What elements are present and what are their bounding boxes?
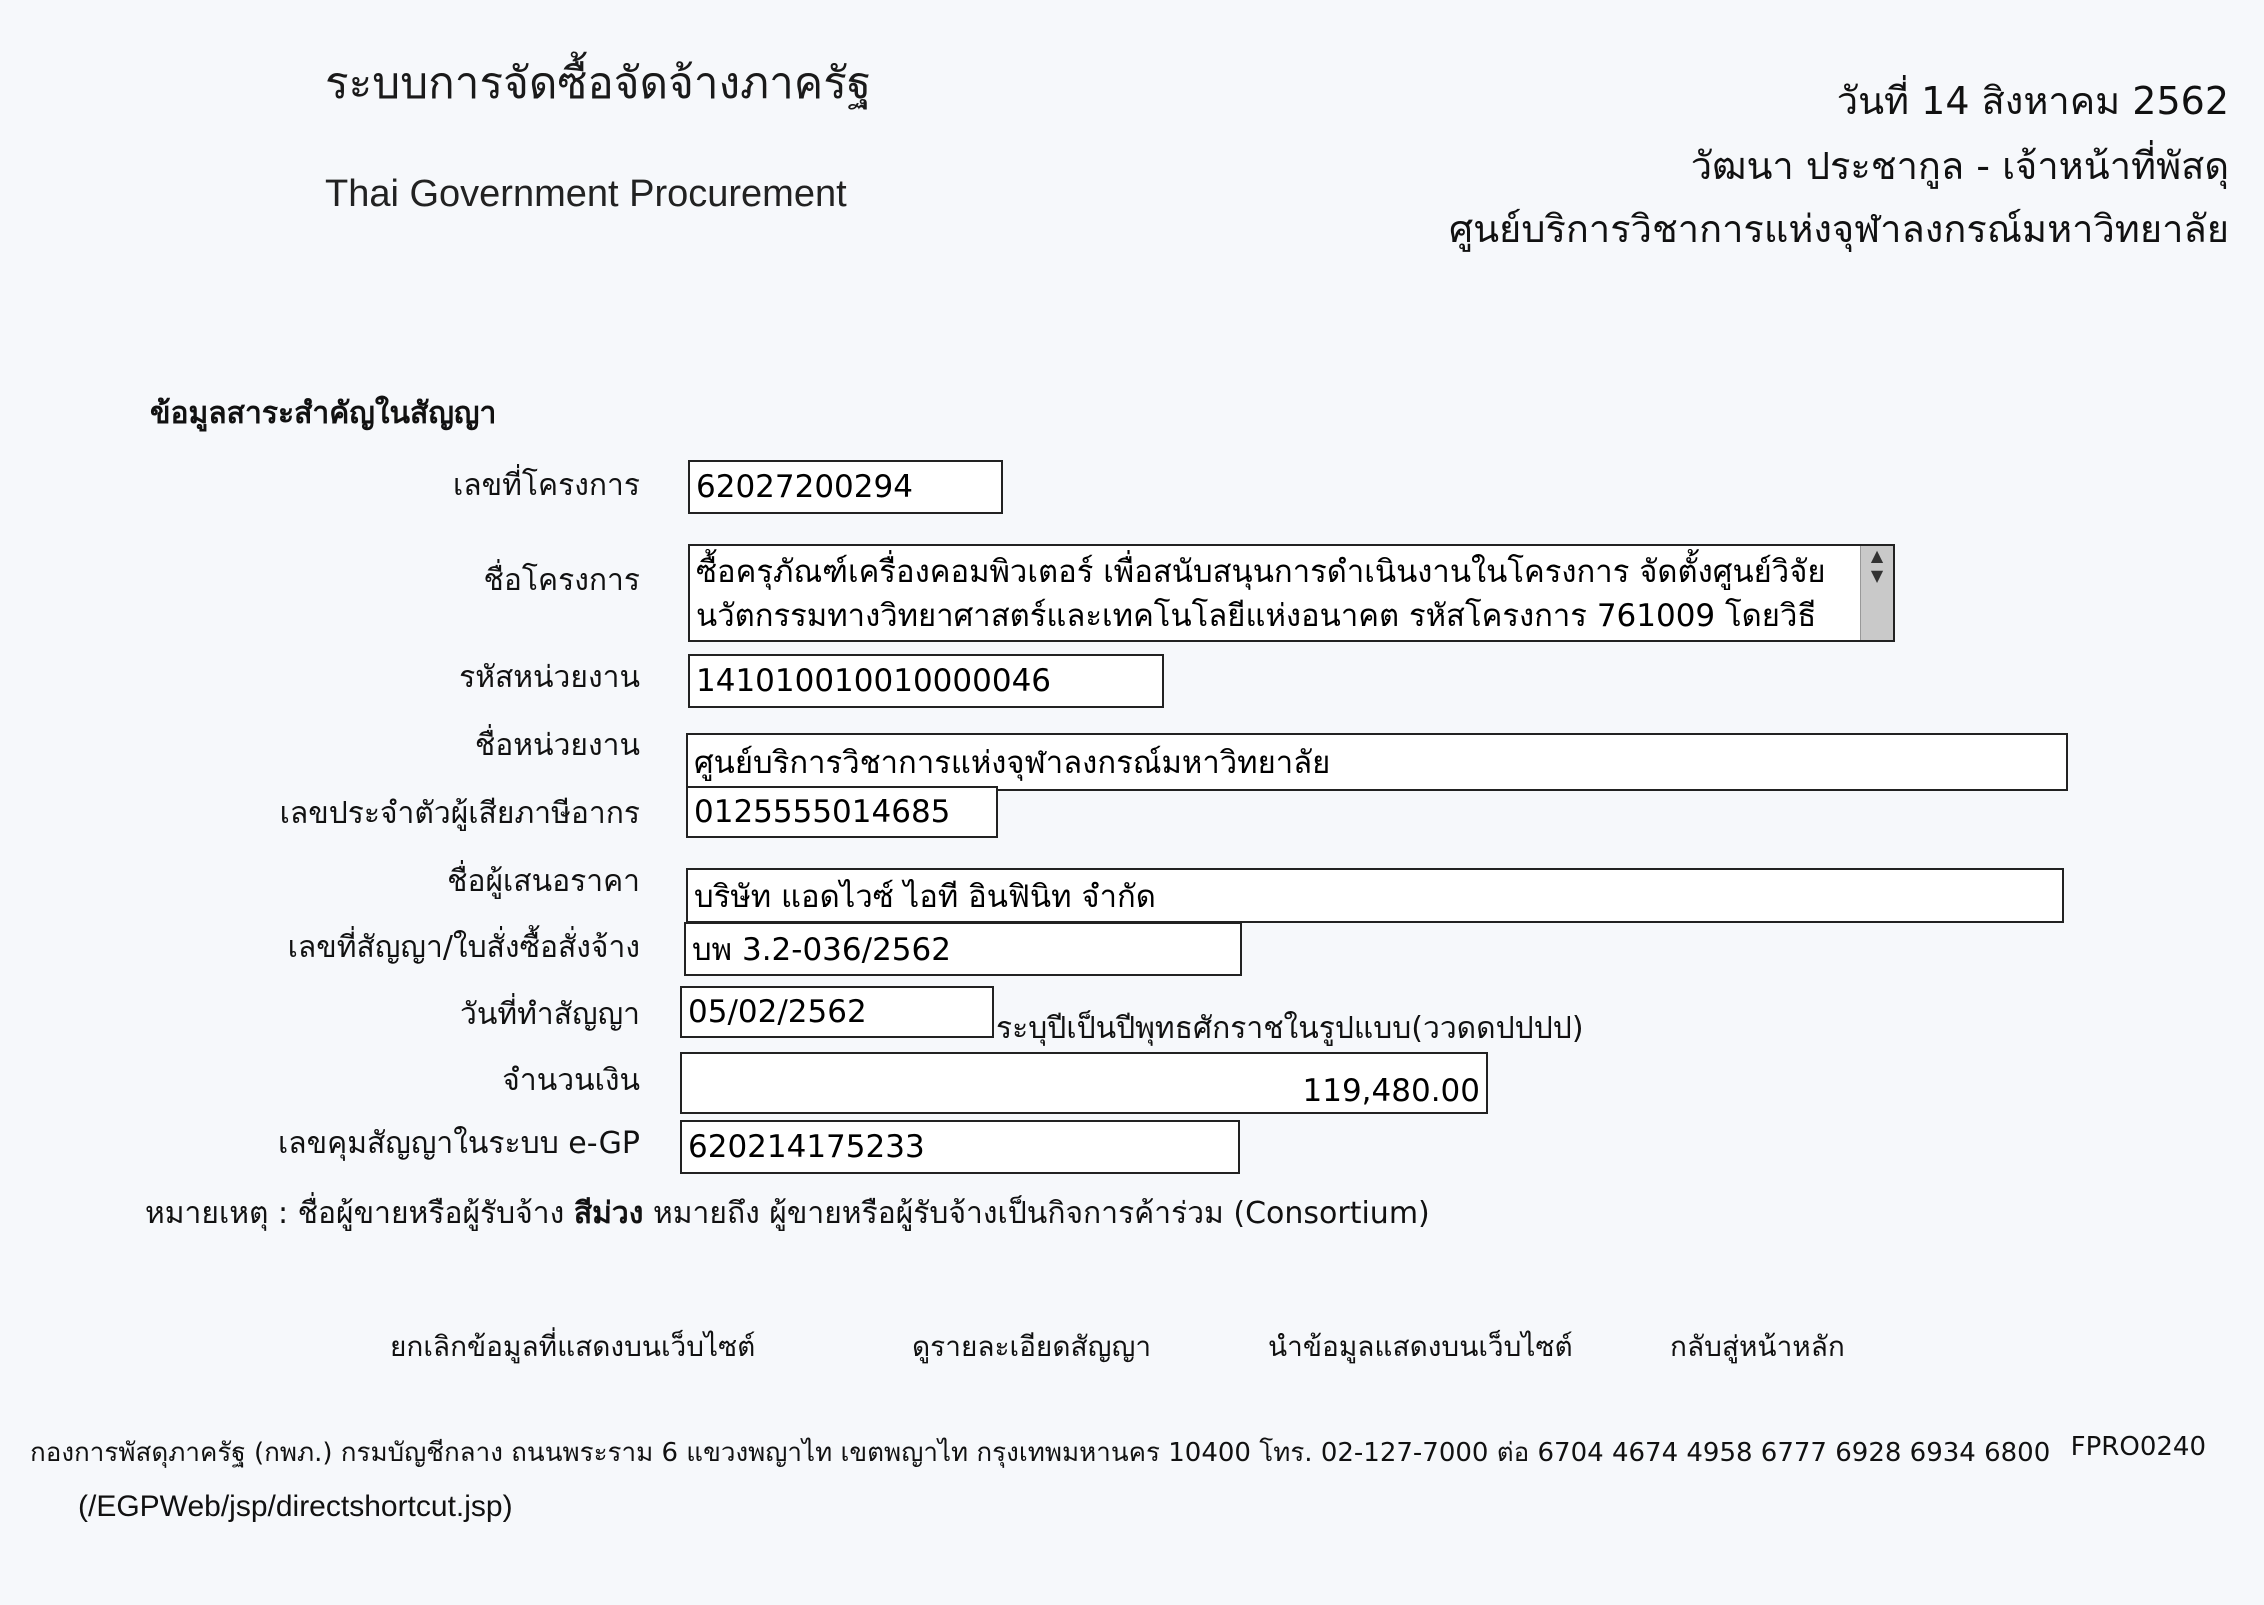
system-title: ระบบการจัดซื้อจัดจ้างภาครัฐ: [325, 58, 872, 109]
scroll-down-icon[interactable]: ▼: [1870, 566, 1884, 585]
scroll-up-icon[interactable]: ▲: [1870, 546, 1884, 565]
footer-address: กองการพัสดุภาครัฐ (กพภ.) กรมบัญชีกลาง ถนนพระราม 6 แขวงพญาไท เขตพญาไท กรุงเทพมหานคร 10400 โทร. 02-127-7000 ต่อ 6704 4674 4958 6777 6928 6934 6800: [30, 1438, 2051, 1468]
project-name-scrollbar[interactable]: [1860, 546, 1893, 640]
agency-name-label: ชื่อหน่วยงาน: [474, 728, 640, 763]
egp-control-no-field[interactable]: [680, 1120, 1240, 1174]
bidder-name-field[interactable]: [686, 868, 2064, 923]
agency-name-field[interactable]: [686, 733, 2068, 791]
publish-link[interactable]: นำข้อมูลแสดงบนเว็บไซต์: [1268, 1330, 1573, 1363]
note-suffix: หมายถึง ผู้ขายหรือผู้รับจ้างเป็นกิจการค้าร่วม (Consortium): [652, 1196, 1430, 1231]
tax-id-label: เลขประจำตัวผู้เสียภาษีอากร: [279, 796, 640, 831]
amount-field[interactable]: [680, 1052, 1488, 1114]
contract-no-label: เลขที่สัญญา/ใบสั่งซื้อสั่งจ้าง: [287, 930, 640, 965]
agency-code-field[interactable]: [688, 654, 1164, 708]
project-name-container: [688, 544, 1895, 642]
tax-id-field[interactable]: [686, 786, 998, 838]
agency-code-label: รหัสหน่วยงาน: [459, 660, 640, 695]
back-home-link[interactable]: กลับสู่หน้าหลัก: [1670, 1330, 1845, 1363]
header-user: วัฒนา ประชากูล - เจ้าหน้าที่พัสดุ: [1690, 144, 2229, 188]
project-no-field[interactable]: [688, 460, 1003, 514]
project-name-label: ชื่อโครงการ: [483, 563, 640, 598]
header-organization: ศูนย์บริการวิชาการแห่งจุฬาลงกรณ์มหาวิทยาลัย: [1448, 207, 2229, 251]
page-code: FPRO0240: [2070, 1432, 2206, 1462]
cancel-display-link[interactable]: ยกเลิกข้อมูลที่แสดงบนเว็บไซต์: [390, 1330, 756, 1363]
note-prefix: หมายเหตุ : ชื่อผู้ขายหรือผู้รับจ้าง: [145, 1196, 565, 1231]
project-no-label: เลขที่โครงการ: [453, 468, 640, 503]
project-name-field[interactable]: [688, 544, 1895, 642]
view-details-link[interactable]: ดูรายละเอียดสัญญา: [912, 1330, 1152, 1363]
amount-label: จำนวนเงิน: [502, 1063, 640, 1098]
note-highlight: สีม่วง: [573, 1196, 644, 1231]
page-path: (/EGPWeb/jsp/directshortcut.jsp): [78, 1490, 513, 1523]
section-title: ข้อมูลสาระสำคัญในสัญญา: [150, 396, 497, 431]
header-date: วันที่ 14 สิงหาคม 2562: [1836, 79, 2229, 123]
contract-date-hint: ระบุปีเป็นปีพุทธศักราชในรูปแบบ(ววดดปปปป): [996, 1011, 1584, 1046]
contract-date-label: วันที่ทำสัญญา: [459, 997, 640, 1032]
contract-date-field[interactable]: [680, 986, 994, 1038]
bidder-name-label: ชื่อผู้เสนอราคา: [447, 864, 640, 899]
egp-control-no-label: เลขคุมสัญญาในระบบ e-GP: [278, 1126, 640, 1161]
contract-no-field[interactable]: [684, 922, 1242, 976]
consortium-note: [145, 1190, 1430, 1237]
system-subtitle: Thai Government Procurement: [325, 173, 847, 215]
